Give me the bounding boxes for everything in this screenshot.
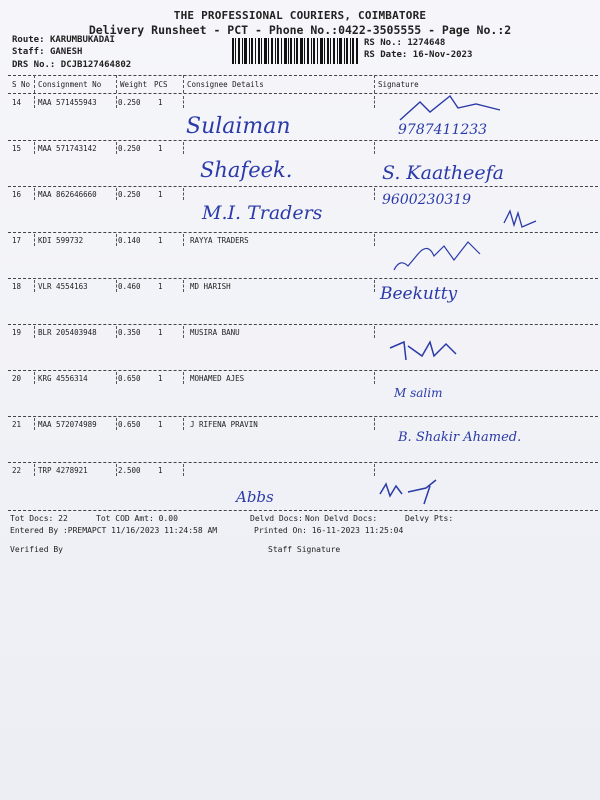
- col-divider: [34, 234, 35, 246]
- footer-tot-cod: Tot COD Amt: 0.00: [96, 514, 178, 523]
- row-sno: 22: [12, 466, 22, 475]
- row-weight: 0.650: [118, 374, 141, 383]
- col-header-consignee: Consignee Details: [187, 80, 264, 89]
- runsheet-subtitle: Delivery Runsheet - PCT - Phone No.:0422-3505555 - Page No.:2: [88, 23, 512, 37]
- col-divider: [34, 418, 35, 430]
- col-divider: [374, 75, 375, 93]
- rs-date-label: RS Date:: [364, 50, 408, 60]
- col-divider: [183, 75, 184, 93]
- footer-entered-by: Entered By :PREMAPCT 11/16/2023 11:24:58 AM: [10, 526, 218, 535]
- col-divider: [183, 372, 184, 384]
- row-pcs: 1: [158, 328, 163, 337]
- col-divider: [183, 142, 184, 154]
- signature-scribble: [388, 234, 488, 278]
- col-header-sno: S No: [12, 80, 31, 89]
- col-header-consignment: Consignment No: [38, 80, 102, 89]
- row-pcs: 1: [158, 236, 163, 245]
- footer-delvy-pts: Delvy Pts:: [405, 514, 454, 523]
- row-consignee: MD HARISH: [190, 282, 231, 291]
- col-divider: [374, 142, 375, 154]
- row-pcs: 1: [158, 98, 163, 107]
- row-sno: 19: [12, 328, 22, 337]
- footer-printed-on: Printed On: 16-11-2023 11:25:04: [254, 526, 404, 535]
- drs-label: DRS No.:: [12, 60, 56, 70]
- col-divider: [374, 326, 375, 338]
- col-divider: [34, 188, 35, 200]
- col-divider: [116, 96, 117, 108]
- col-divider: [116, 188, 117, 200]
- col-divider: [34, 96, 35, 108]
- col-divider: [374, 418, 375, 430]
- row-consignment-no: MAA 572074989: [38, 420, 97, 429]
- col-divider: [374, 280, 375, 292]
- row-sno: 21: [12, 420, 22, 429]
- route-line: [12, 35, 115, 45]
- barcode: [232, 38, 358, 64]
- signature-scribble: [378, 478, 458, 508]
- row-pcs: 1: [158, 282, 163, 291]
- row-consignee-handwritten: Abbs: [236, 488, 274, 506]
- row-weight: 2.500: [118, 466, 141, 475]
- row-separator: [8, 462, 598, 463]
- row-pcs: 1: [158, 190, 163, 199]
- row-weight: 0.650: [118, 420, 141, 429]
- row-separator: [8, 186, 598, 187]
- col-header-pcs: PCS: [154, 80, 168, 89]
- row-consignment-no: MAA 571743142: [38, 144, 97, 153]
- row-weight: 0.140: [118, 236, 141, 245]
- col-divider: [374, 188, 375, 200]
- drs-value: DCJB127464802: [60, 60, 132, 70]
- col-divider: [183, 234, 184, 246]
- row-weight: 0.250: [118, 190, 141, 199]
- signature-scribble: [386, 334, 476, 364]
- signature-scribble: [502, 205, 542, 235]
- col-divider: [183, 188, 184, 200]
- col-divider: [116, 75, 117, 93]
- row-consignee: RAYYA TRADERS: [190, 236, 249, 245]
- drs-line: [12, 60, 131, 70]
- row-sno: 20: [12, 374, 22, 383]
- col-divider: [34, 326, 35, 338]
- col-divider: [374, 96, 375, 108]
- staff-value: GANESH: [49, 47, 83, 57]
- col-header-weight: Weight: [120, 80, 148, 89]
- col-divider: [116, 142, 117, 154]
- row-pcs: 1: [158, 466, 163, 475]
- row-separator: [8, 416, 598, 417]
- row-consignment-no: BLR 205403948: [38, 328, 97, 337]
- table-top-rule: [8, 75, 598, 76]
- signature-scribble: [380, 90, 550, 130]
- col-divider: [374, 372, 375, 384]
- col-divider: [374, 464, 375, 476]
- col-divider: [183, 96, 184, 108]
- col-divider: [183, 464, 184, 476]
- row-sno: 18: [12, 282, 22, 291]
- rs-no-label: RS No.:: [364, 38, 402, 48]
- col-divider: [116, 326, 117, 338]
- row-sno: 16: [12, 190, 22, 199]
- row-weight: 0.350: [118, 328, 141, 337]
- row-pcs: 1: [158, 374, 163, 383]
- row-sno: 17: [12, 236, 22, 245]
- rs-date-line: [364, 50, 472, 60]
- footer-verified-by: Verified By: [10, 545, 63, 554]
- row-separator: [8, 370, 598, 371]
- row-pcs: 1: [158, 420, 163, 429]
- row-sno: 14: [12, 98, 22, 107]
- row-separator: [8, 278, 598, 279]
- row-consignee-handwritten: M.I. Traders: [202, 202, 323, 224]
- staff-line: [12, 47, 82, 57]
- row-signature: Beekutty: [380, 284, 458, 304]
- row-sno: 15: [12, 144, 22, 153]
- row-consignee: J RIFENA PRAVIN: [190, 420, 258, 429]
- col-divider: [34, 372, 35, 384]
- row-weight: 0.250: [118, 98, 141, 107]
- rs-date-value: 16-Nov-2023: [412, 50, 473, 60]
- row-weight: 0.460: [118, 282, 141, 291]
- row-consignment-no: TRP 4278921: [38, 466, 88, 475]
- row-consignment-no: VLR 4554163: [38, 282, 88, 291]
- row-separator: [8, 324, 598, 325]
- staff-label: Staff:: [12, 47, 45, 57]
- row-signature: B. Shakir Ahamed.: [398, 430, 522, 445]
- row-pcs: 1: [158, 144, 163, 153]
- footer-staff-signature: Staff Signature: [268, 545, 341, 554]
- row-consignee-handwritten: Shafeek.: [200, 158, 293, 182]
- row-consignee: MOHAMED AJES: [190, 374, 245, 383]
- col-divider: [34, 280, 35, 292]
- route-value: KARUMBUKADAI: [49, 35, 115, 45]
- row-consignment-no: KDI 599732: [38, 236, 84, 245]
- col-divider: [34, 464, 35, 476]
- rs-no-line: [364, 38, 445, 48]
- col-divider: [374, 234, 375, 246]
- col-divider: [34, 142, 35, 154]
- row-signature: 9787411233: [398, 122, 488, 138]
- row-consignee: MUSIRA BANU: [190, 328, 240, 337]
- col-divider: [34, 75, 35, 93]
- footer-tot-docs: Tot Docs: 22: [10, 514, 68, 523]
- row-consignment-no: KRG 4556314: [38, 374, 88, 383]
- route-label: Route:: [12, 35, 45, 45]
- rs-no-value: 1274648: [407, 38, 446, 48]
- col-divider: [183, 418, 184, 430]
- row-signature: M salim: [394, 386, 443, 400]
- row-consignee-handwritten: Sulaiman: [186, 114, 291, 139]
- col-divider: [183, 280, 184, 292]
- col-divider: [116, 464, 117, 476]
- footer-delvd-docs: Delvd Docs:: [250, 514, 303, 523]
- table-bottom-rule: [8, 510, 598, 511]
- col-divider: [116, 372, 117, 384]
- company-title: THE PROFESSIONAL COURIERS, COIMBATORE: [173, 9, 427, 22]
- col-divider: [116, 234, 117, 246]
- row-consignment-no: MAA 571455943: [38, 98, 97, 107]
- row-signature: S. Kaatheefa: [382, 162, 504, 184]
- row-separator: [8, 140, 598, 141]
- row-weight: 0.250: [118, 144, 141, 153]
- col-divider: [183, 326, 184, 338]
- row-signature: 9600230319: [382, 192, 472, 208]
- col-divider: [116, 418, 117, 430]
- col-divider: [116, 280, 117, 292]
- col-header-signature: Signature: [378, 80, 419, 89]
- row-consignment-no: MAA 862646660: [38, 190, 97, 199]
- footer-non-delvd-docs: Non Delvd Docs:: [305, 514, 378, 523]
